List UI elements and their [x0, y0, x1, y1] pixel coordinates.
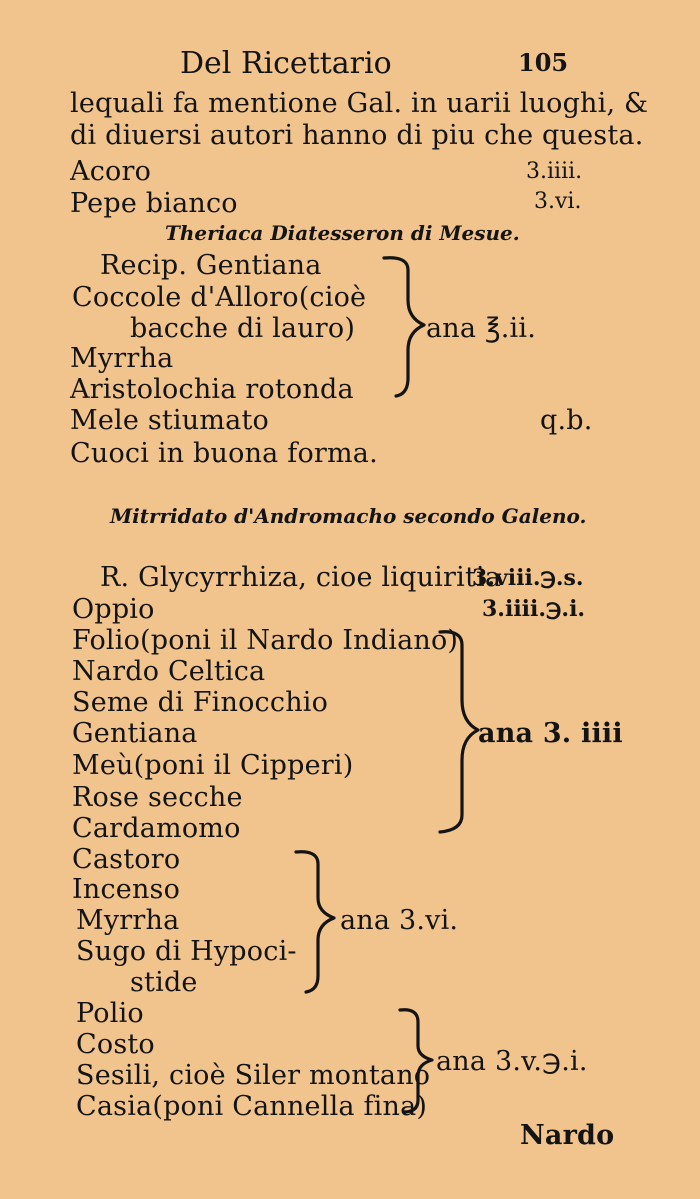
theriaca-ingredient: Coccole d'Alloro(cioè — [72, 282, 367, 313]
theriaca-ana: ana ℥.ii. — [426, 313, 536, 344]
intro-line-2: di diuersi autori hanno di piu che questa. — [70, 120, 644, 151]
qty-mele: q.b. — [540, 405, 593, 436]
catchword: Nardo — [520, 1120, 615, 1151]
group2-ana: ana 3.vi. — [340, 905, 459, 936]
qty-glycyrrhiza: 3.viii.℈.s. — [472, 565, 584, 591]
item-glycyrrhiza: R. Glycyrrhiza, cioe liquiritia — [100, 562, 502, 593]
group1-ana: ana 3. iiii — [478, 718, 623, 749]
item-acoro: Acoro — [70, 156, 152, 187]
qty-oppio: 3.iiii.℈.i. — [482, 596, 586, 622]
group2-item: stide — [130, 967, 198, 998]
brace-theriaca — [384, 258, 424, 396]
group2-item: Myrrha — [76, 905, 180, 936]
mele-stiumato: Mele stiumato — [70, 405, 269, 436]
group3-item: Costo — [76, 1029, 155, 1060]
qty-pepe-bianco: 3.vi. — [534, 189, 582, 214]
group1-item: Gentiana — [72, 718, 198, 749]
theriaca-closing: Cuoci in buona forma. — [70, 438, 378, 469]
group3-item: Casia(poni Cannella fina) — [76, 1091, 428, 1122]
group2-item: Castoro — [72, 844, 181, 875]
theriaca-title: Theriaca Diatesseron di Mesue. — [165, 221, 520, 245]
group3-item: Polio — [76, 998, 144, 1029]
brace-group1 — [440, 632, 478, 832]
item-pepe-bianco: Pepe bianco — [70, 188, 238, 219]
theriaca-ingredient: bacche di lauro) — [130, 313, 356, 344]
group3-item: Sesili, cioè Siler montano — [76, 1060, 431, 1091]
group1-item: Cardamomo — [72, 813, 241, 844]
item-oppio: Oppio — [72, 594, 155, 625]
page-number: 105 — [518, 48, 569, 77]
brace-group2 — [296, 852, 334, 992]
group2-item: Sugo di Hypoci- — [76, 936, 297, 967]
intro-line-1: lequali fa mentione Gal. in uarii luoghi, & — [70, 88, 649, 119]
group2-item: Incenso — [72, 874, 181, 905]
running-title: Del Ricettario — [180, 46, 392, 81]
group1-item: Nardo Celtica — [72, 656, 266, 687]
theriaca-ingredient: Recip. Gentiana — [100, 250, 322, 281]
group1-item: Folio(poni il Nardo Indiano) — [72, 625, 459, 656]
group1-item: Meù(poni il Cipperi) — [72, 750, 354, 781]
theriaca-ingredient: Aristolochia rotonda — [70, 374, 354, 405]
theriaca-ingredient: Myrrha — [70, 343, 174, 374]
group1-item: Seme di Finocchio — [72, 687, 329, 718]
qty-acoro: 3.iiii. — [526, 159, 583, 184]
group1-item: Rose secche — [72, 782, 243, 813]
mitridato-title: Mitrridato d'Andromacho secondo Galeno. — [110, 504, 587, 528]
group3-ana: ana 3.v.℈.i. — [436, 1046, 588, 1077]
